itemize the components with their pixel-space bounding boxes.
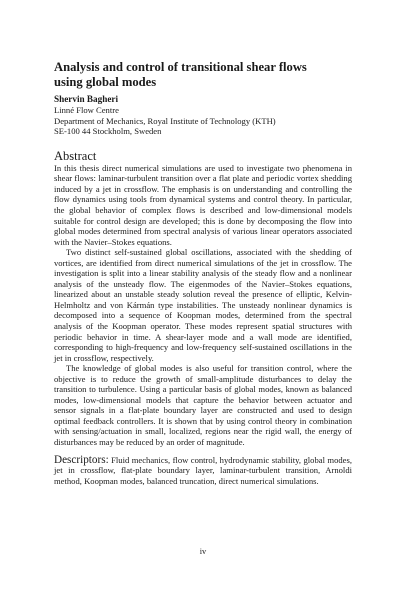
page-number: iv xyxy=(199,547,207,556)
affiliation-line: SE-100 44 Stockholm, Sweden xyxy=(54,126,162,137)
abstract-paragraph: The knowledge of global modes is also useful for transition control, where the objective is to reduce the growth of small-amplitude disturbances to delay the transition to turbulence. Using a particular basis of global modes, known as balanced modes, low-dimensional models that capture the behavior between actuator and sensor signals in a flat-plate boundary layer are constructed and used to design optimal feedback controllers. It is shown that by using control theory in combination with sensing/actuation in small, localized, regions near the rigid wall, the energy of disturbances may be reduced by an order of magnitude. xyxy=(54,363,352,447)
affiliation-block xyxy=(54,105,352,137)
document-page xyxy=(54,60,352,486)
descriptors-label: Descriptors: xyxy=(54,453,109,466)
abstract-paragraph: Two distinct self-sustained global oscillations, associated with the shedding of vortices, are identified from direct numerical simulations of the jet in crossflow. The investigation is split into a linear stability analysis of the steady flow and a nonlinear analysis of the unsteady flow. The eigenmodes of the Navier–Stokes equations, linearized about an unstable steady solution reveal the presence of elliptic, Kelvin-Helmholtz and von Kármán type instabilities. The unsteady nonlinear dynamics is decomposed into a sequence of Koopman modes, determined from the spectral analysis of the Koopman operator. These modes represent spatial structures with periodic behavior in time. A shear-layer mode and a wall mode are identified, corresponding to high-frequency and low-frequency self-sustained oscillations in the jet in crossflow, respectively. xyxy=(54,247,352,363)
title-line-1: Analysis and control of transitional shear flows xyxy=(54,60,307,74)
descriptors-block xyxy=(54,455,352,487)
abstract-heading: Abstract xyxy=(54,148,97,163)
affiliation-line: Department of Mechanics, Royal Institute of Technology (KTH) xyxy=(54,115,276,126)
affiliation-line: Linné Flow Centre xyxy=(54,105,119,115)
author-name: Shervin Bagheri xyxy=(54,94,119,104)
document-title xyxy=(54,60,352,89)
descriptors-text: Fluid mechanics, flow control, hydrodynamic stability, global modes, jet in crossflow, flat-plate boundary layer, laminar-turbulent transition, Arnoldi method, Koopman modes, balanced truncation, direct numerical simulations. xyxy=(54,454,352,486)
title-line-2: using global modes xyxy=(54,74,157,89)
abstract-paragraph: In this thesis direct numerical simulations are used to investigate two phenomena in shear flows: laminar-turbulent transition over a flat plate and periodic vortex shedding induced by a jet in crossflow. The emphasis is on understanding and controlling the flow dynamics using tools from dynamical systems and control theory. In particular, the global behavior of complex flows is described and low-dimensional models suitable for control design are developed; this is done by decomposing the flow into global modes determined from spectral analysis of various linear operators associated with the Navier–Stokes equations. xyxy=(54,162,352,247)
